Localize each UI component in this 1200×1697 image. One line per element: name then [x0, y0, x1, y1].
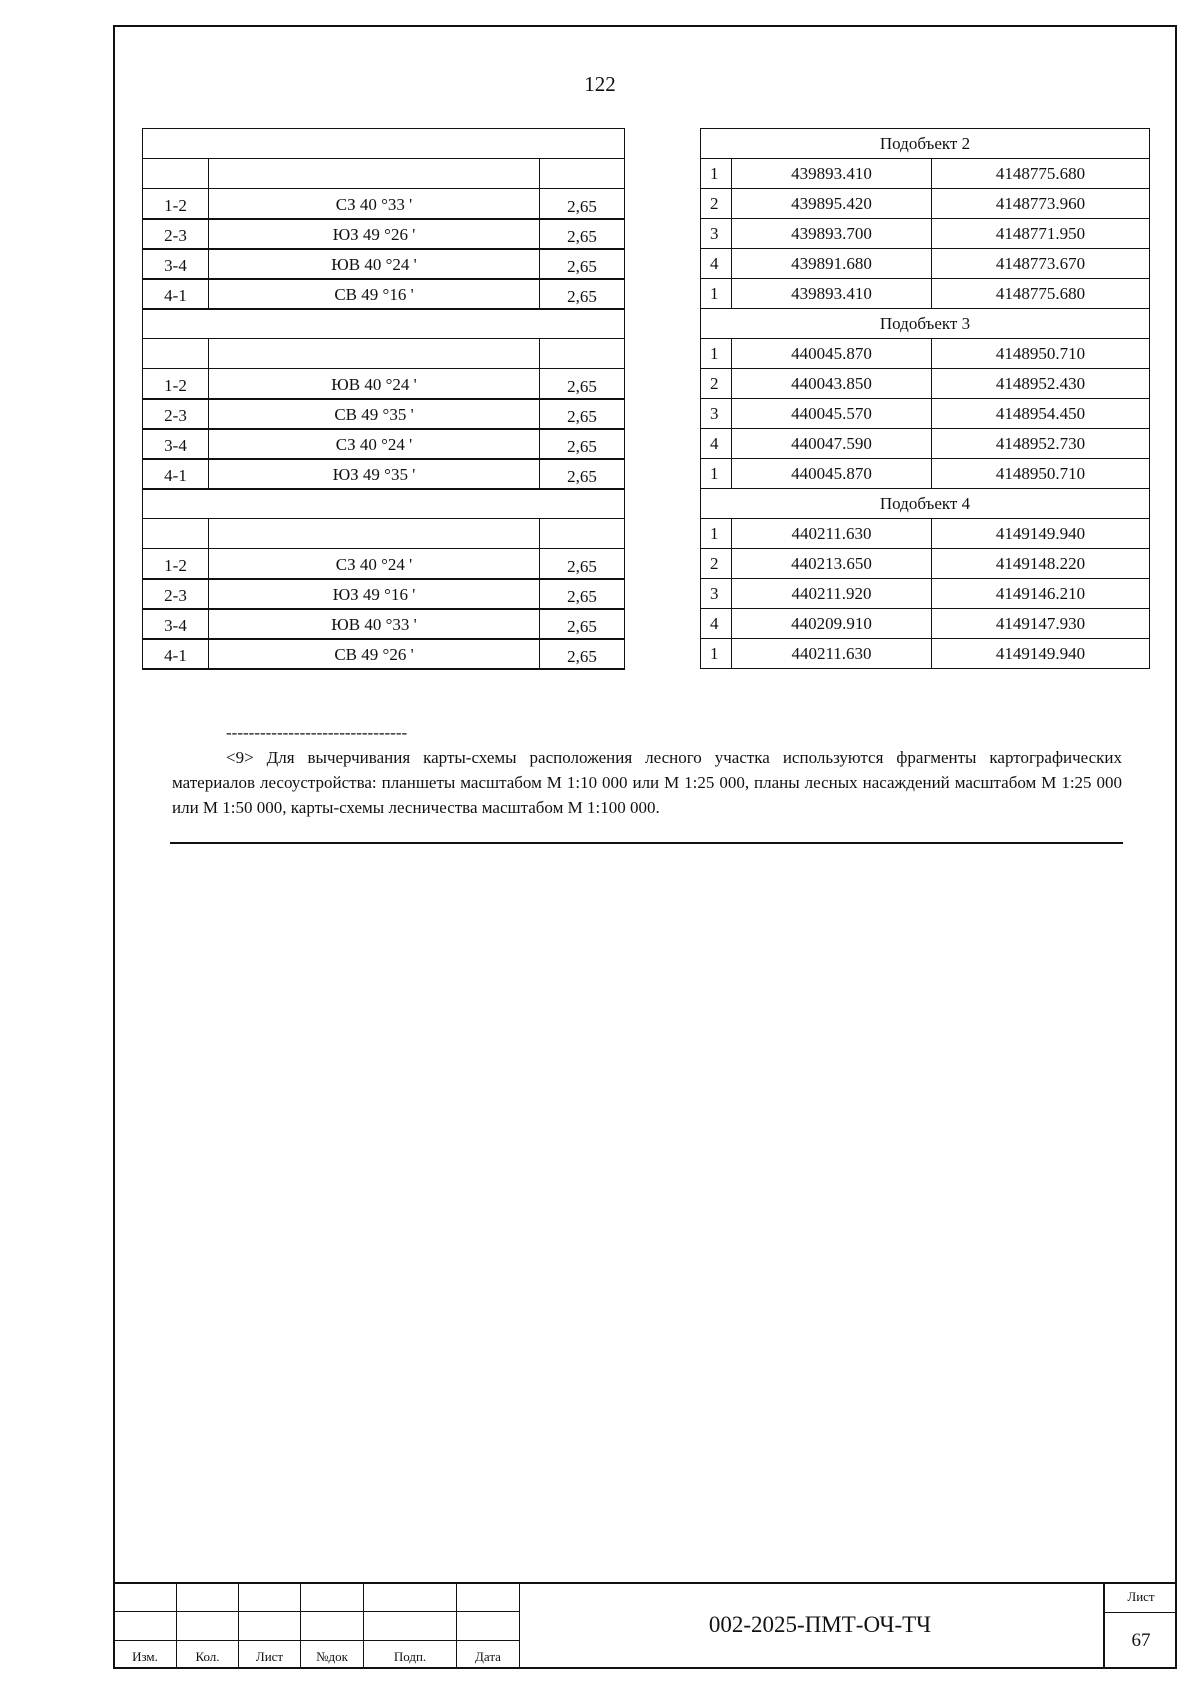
subobject-title: Подобъект 3	[701, 309, 1150, 339]
x-coordinate-cell: 439893.700	[732, 219, 932, 249]
stamp-column-label: Дата	[457, 1641, 520, 1668]
table-row	[701, 519, 1150, 549]
length-cell: 2,65	[540, 399, 625, 429]
table-row	[143, 369, 625, 399]
horizontal-rule	[170, 842, 1123, 844]
x-coordinate-cell: 440045.870	[732, 459, 932, 489]
x-coordinate-cell: 440211.630	[732, 639, 932, 669]
length-cell: 2,65	[540, 609, 625, 639]
footnote	[172, 720, 1122, 820]
table-row	[701, 159, 1150, 189]
stamp-column-label: Изм.	[114, 1641, 177, 1668]
y-coordinate-cell: 4149149.940	[932, 639, 1150, 669]
point-number-cell: 3	[701, 579, 732, 609]
y-coordinate-cell: 4148952.430	[932, 369, 1150, 399]
length-cell: 2,65	[540, 549, 625, 579]
x-coordinate-cell: 439891.680	[732, 249, 932, 279]
sheet-box	[1103, 1582, 1177, 1667]
bearing-cell: ЮВ 40 °24 '	[209, 369, 540, 399]
y-coordinate-cell: 4149146.210	[932, 579, 1150, 609]
table-row	[701, 249, 1150, 279]
bearings-table	[142, 128, 625, 670]
x-coordinate-cell: 440211.920	[732, 579, 932, 609]
column-header-cell	[209, 339, 540, 369]
x-coordinate-cell: 440045.570	[732, 399, 932, 429]
length-cell: 2,65	[540, 639, 625, 669]
length-cell: 2,65	[540, 189, 625, 219]
column-header-row	[143, 339, 625, 369]
length-cell: 2,65	[540, 429, 625, 459]
stamp-column-label: Лист	[239, 1641, 301, 1668]
segment-cell: 2-3	[143, 579, 209, 609]
x-coordinate-cell: 439893.410	[732, 279, 932, 309]
group-header-cell	[143, 309, 625, 339]
subobject-title: Подобъект 2	[701, 129, 1150, 159]
revision-grid	[113, 1582, 520, 1668]
point-number-cell: 2	[701, 549, 732, 579]
segment-cell: 3-4	[143, 609, 209, 639]
table-row	[143, 279, 625, 309]
group-header-row	[143, 309, 625, 339]
subobject-header-row	[701, 129, 1150, 159]
y-coordinate-cell: 4148773.670	[932, 249, 1150, 279]
table-row	[143, 549, 625, 579]
table-row	[701, 339, 1150, 369]
x-coordinate-cell: 440213.650	[732, 549, 932, 579]
stamp-column-label: №док	[301, 1641, 364, 1668]
table-row	[143, 399, 625, 429]
bearing-cell: ЮЗ 49 °26 '	[209, 219, 540, 249]
sheet-number: 67	[1131, 1629, 1151, 1651]
y-coordinate-cell: 4149147.930	[932, 609, 1150, 639]
column-header-cell	[540, 159, 625, 189]
y-coordinate-cell: 4148950.710	[932, 339, 1150, 369]
length-cell: 2,65	[540, 219, 625, 249]
table-row	[143, 219, 625, 249]
subobject-title: Подобъект 4	[701, 489, 1150, 519]
y-coordinate-cell: 4148775.680	[932, 279, 1150, 309]
document-code: 002-2025-ПМТ-ОЧ-ТЧ	[708, 1611, 932, 1637]
table-row	[143, 189, 625, 219]
length-cell: 2,65	[540, 369, 625, 399]
length-cell: 2,65	[540, 249, 625, 279]
x-coordinate-cell: 439895.420	[732, 189, 932, 219]
table-row	[701, 639, 1150, 669]
segment-cell: 2-3	[143, 399, 209, 429]
subobject-header-row	[701, 489, 1150, 519]
bearing-cell: ЮВ 40 °24 '	[209, 249, 540, 279]
point-number-cell: 1	[701, 339, 732, 369]
x-coordinate-cell: 440211.630	[732, 519, 932, 549]
table-row	[143, 579, 625, 609]
bearing-cell: СЗ 40 °24 '	[209, 429, 540, 459]
sheet-label: Лист	[1105, 1582, 1177, 1613]
point-number-cell: 4	[701, 249, 732, 279]
x-coordinate-cell: 440209.910	[732, 609, 932, 639]
point-number-cell: 2	[701, 189, 732, 219]
point-number-cell: 1	[701, 639, 732, 669]
group-header-cell	[143, 489, 625, 519]
point-number-cell: 1	[701, 159, 732, 189]
point-number-cell: 2	[701, 369, 732, 399]
page-number: 122	[584, 72, 616, 96]
column-header-cell	[143, 159, 209, 189]
bearing-cell: СЗ 40 °24 '	[209, 549, 540, 579]
bearing-cell: ЮЗ 49 °35 '	[209, 459, 540, 489]
table-row	[143, 459, 625, 489]
stamp-column-label: Подп.	[364, 1641, 457, 1668]
group-header-cell	[143, 129, 625, 159]
column-header-cell	[143, 519, 209, 549]
column-header-cell	[209, 159, 540, 189]
bearing-cell: СВ 49 °16 '	[209, 279, 540, 309]
point-number-cell: 3	[701, 399, 732, 429]
column-header-cell	[143, 339, 209, 369]
table-row	[701, 189, 1150, 219]
y-coordinate-cell: 4148954.450	[932, 399, 1150, 429]
column-header-row	[143, 159, 625, 189]
y-coordinate-cell: 4148773.960	[932, 189, 1150, 219]
table-row	[701, 429, 1150, 459]
bearing-cell: СВ 49 °26 '	[209, 639, 540, 669]
segment-cell: 1-2	[143, 189, 209, 219]
y-coordinate-cell: 4149149.940	[932, 519, 1150, 549]
footnote-separator: --------------------------------	[226, 723, 408, 742]
table-row	[143, 249, 625, 279]
table-row	[701, 459, 1150, 489]
x-coordinate-cell: 440045.870	[732, 339, 932, 369]
title-block	[113, 1582, 1177, 1669]
segment-cell: 3-4	[143, 429, 209, 459]
segment-cell: 1-2	[143, 369, 209, 399]
point-number-cell: 1	[701, 459, 732, 489]
table-row	[701, 399, 1150, 429]
y-coordinate-cell: 4149148.220	[932, 549, 1150, 579]
bearing-cell: СЗ 40 °33 '	[209, 189, 540, 219]
column-header-row	[143, 519, 625, 549]
subobject-header-row	[701, 309, 1150, 339]
table-row	[143, 639, 625, 669]
table-row	[701, 609, 1150, 639]
coordinates-table	[700, 128, 1150, 669]
group-header-row	[143, 489, 625, 519]
length-cell: 2,65	[540, 279, 625, 309]
table-row	[701, 279, 1150, 309]
bearing-cell: СВ 49 °35 '	[209, 399, 540, 429]
point-number-cell: 4	[701, 609, 732, 639]
table-row	[143, 429, 625, 459]
segment-cell: 4-1	[143, 639, 209, 669]
length-cell: 2,65	[540, 459, 625, 489]
y-coordinate-cell: 4148775.680	[932, 159, 1150, 189]
segment-cell: 1-2	[143, 549, 209, 579]
table-row	[701, 549, 1150, 579]
y-coordinate-cell: 4148950.710	[932, 459, 1150, 489]
y-coordinate-cell: 4148952.730	[932, 429, 1150, 459]
column-header-cell	[540, 339, 625, 369]
segment-cell: 2-3	[143, 219, 209, 249]
x-coordinate-cell: 440043.850	[732, 369, 932, 399]
bearing-cell: ЮВ 40 °33 '	[209, 609, 540, 639]
x-coordinate-cell: 440047.590	[732, 429, 932, 459]
point-number-cell: 1	[701, 279, 732, 309]
segment-cell: 3-4	[143, 249, 209, 279]
y-coordinate-cell: 4148771.950	[932, 219, 1150, 249]
length-cell: 2,65	[540, 579, 625, 609]
column-header-cell	[209, 519, 540, 549]
table-row	[701, 579, 1150, 609]
point-number-cell: 1	[701, 519, 732, 549]
footnote-text: <9> Для вычерчивания карты-схемы расположения лесного участка используются фрагменты картографических материалов лесоустройства: планшеты масштабом М 1:10 000 или М 1:25 000, планы лесных насаждений масштабом М 1:25 000 или М 1:50 000, карты-схемы лесничества масштабом М 1:100 000.	[172, 748, 1122, 817]
table-row	[701, 219, 1150, 249]
column-header-cell	[540, 519, 625, 549]
point-number-cell: 4	[701, 429, 732, 459]
bearing-cell: ЮЗ 49 °16 '	[209, 579, 540, 609]
table-row	[701, 369, 1150, 399]
segment-cell: 4-1	[143, 459, 209, 489]
group-header-row	[143, 129, 625, 159]
stamp-column-label: Кол.	[177, 1641, 239, 1668]
table-row	[143, 609, 625, 639]
x-coordinate-cell: 439893.410	[732, 159, 932, 189]
point-number-cell: 3	[701, 219, 732, 249]
segment-cell: 4-1	[143, 279, 209, 309]
